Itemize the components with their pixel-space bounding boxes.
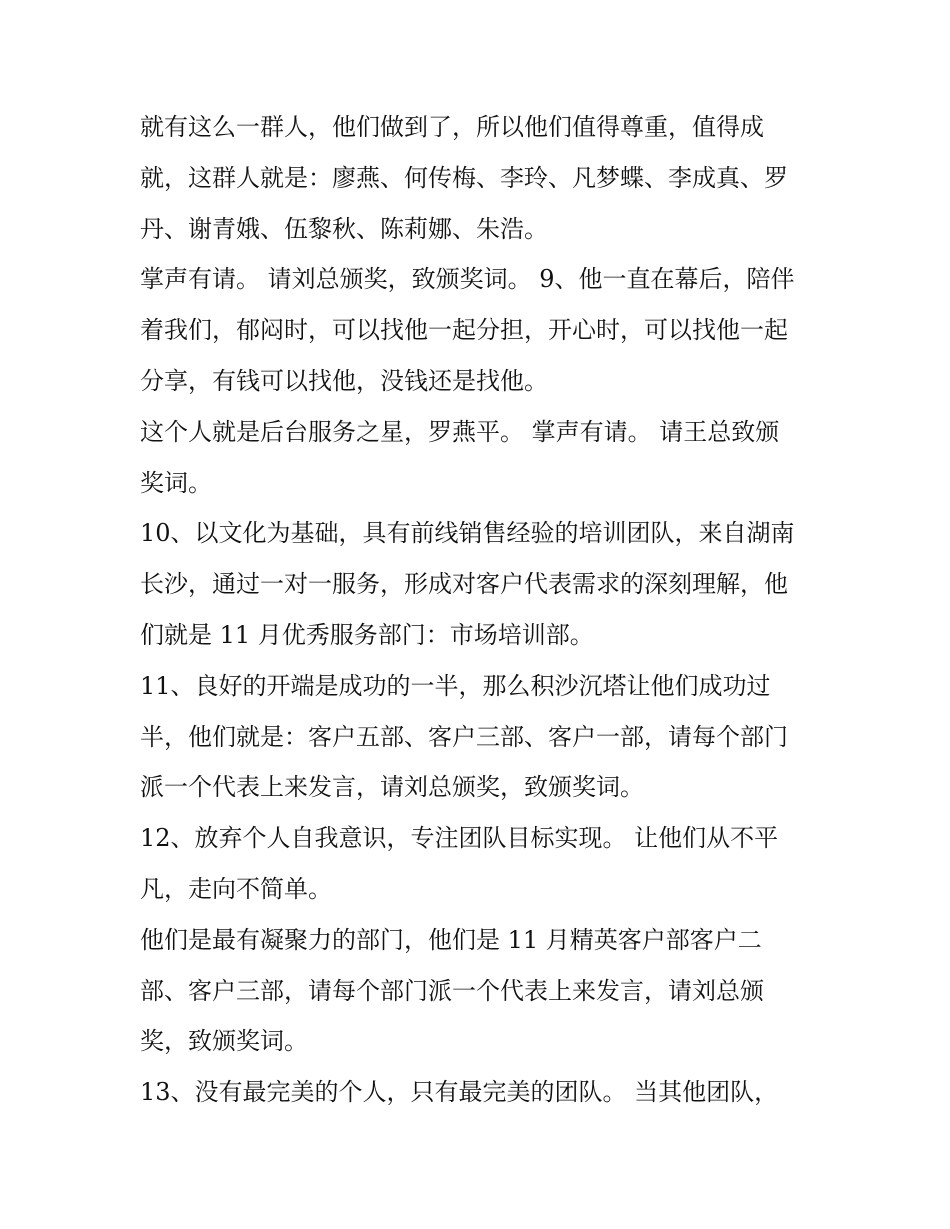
text-line: 们就是 11 月优秀服务部门：市场培训部。: [140, 620, 594, 649]
text-line: 12、放弃个人自我意识，专注团队目标实现。 让他们从不平: [140, 824, 779, 853]
document-body: [140, 102, 820, 1118]
text-line: 分享，有钱可以找他，没钱还是找他。: [140, 366, 548, 395]
text-line: 凡，走向不简单。: [140, 874, 332, 903]
text-line: 部、客户三部，请每个部门派一个代表上来发言，请刘总颁: [140, 976, 764, 1005]
text-line: 派一个代表上来发言，请刘总颁奖，致颁奖词。: [140, 773, 644, 802]
text-line: 他们是最有凝聚力的部门，他们是 11 月精英客户部客户二: [140, 925, 762, 954]
text-line: 就有这么一群人，他们做到了，所以他们值得尊重，值得成: [140, 113, 764, 141]
text-line: 13、没有最完美的个人，只有最完美的团队。 当其他团队，: [140, 1078, 779, 1107]
text-line: 长沙，通过一对一服务，形成对客户代表需求的深刻理解，他: [140, 570, 788, 599]
text-line: 着我们，郁闷时，可以找他一起分担，开心时，可以找他一起: [140, 316, 788, 345]
text-line: 掌声有请。 请刘总颁奖，致颁奖词。 9、他一直在幕后，陪伴: [140, 265, 795, 294]
text-line: 就，这群人就是：廖燕、何传梅、李玲、凡梦蝶、李成真、罗: [140, 163, 788, 192]
text-line: 丹、谢青娥、伍黎秋、陈莉娜、朱浩。: [140, 214, 548, 243]
text-line: 半，他们就是：客户五部、客户三部、客户一部，请每个部门: [140, 722, 788, 751]
text-line: 11、良好的开端是成功的一半，那么积沙沉塔让他们成功过: [140, 671, 771, 700]
text-line: 奖词。: [140, 468, 212, 497]
text-line: 奖，致颁奖词。: [140, 1027, 308, 1056]
text-line: 10、以文化为基础，具有前线销售经验的培训团队，来自湖南: [140, 519, 795, 548]
text-line: 这个人就是后台服务之星，罗燕平。 掌声有请。 请王总致颁: [140, 417, 780, 446]
